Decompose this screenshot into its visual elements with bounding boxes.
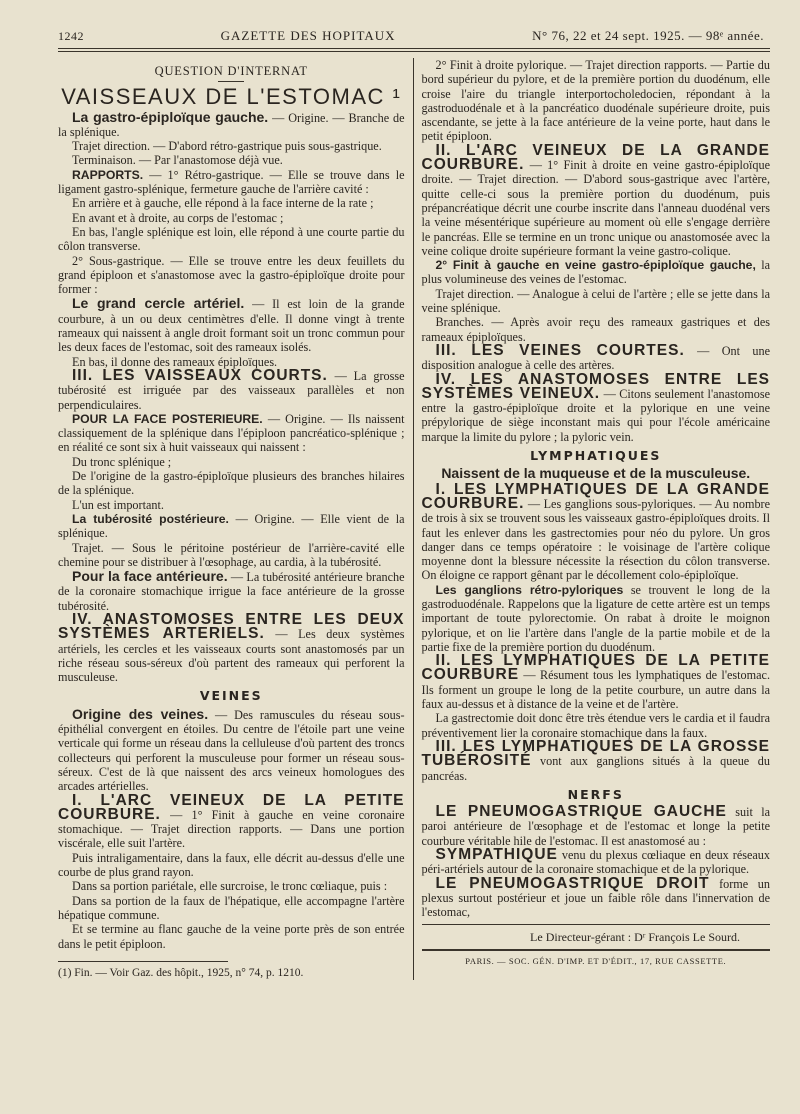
paragraph: La tubérosité postérieure. — Origine. — Elle vient de la splénique. (58, 511, 405, 541)
paragraph: LE PNEUMOGASTRIQUE GAUCHE suit la paroi antérieure de l'œsophage et de l'estomac et longe la petite courbure véritable hile de l'estomac. Il est anastomosé au : (421, 803, 770, 848)
paragraph: I. LES LYMPHATIQUES DE LA GRANDE COURBURE. — Les ganglions sous-pyloriques. — Au nombre de trois à six se trouvent sous les vaisseaux gastro-épiploïques droits. Il faut les enlever dans les gastrectomies pour néo du pylore. Un gros danger dans ce temps opératoire : le voisinage de l'artère colique moyenne dont la blessure nécessite la résection du côlon transverse. On éloigne ce rapport gênant par le décollement colo-épiploïque. (421, 480, 770, 583)
paragraph: RAPPORTS. — 1° Rétro-gastrique. — Elle se trouve dans le ligament gastro-splénique, fermeture gauche de l'arrière cavité : (58, 167, 405, 197)
footnote: (1) Fin. — Voir Gaz. des hôpit., 1925, n° 74, p. 1210. (58, 961, 228, 980)
paragraph: I. L'ARC VEINEUX DE LA PETITE COURBURE. — 1° Finit à gauche en veine coronaire stomachique. — Trajet direction rapports. — Dans une portion viscérale, elle suit l'artère. (58, 791, 405, 851)
kicker-rule (218, 81, 244, 82)
kicker: QUESTION D'INTERNAT (154, 64, 308, 78)
paragraph: SYMPATHIQUE venu du plexus cœliaque en deux réseaux péri-artériels autour de la coronaire stomachique et de la pylorique. (421, 846, 770, 877)
paragraph: II. L'ARC VEINEUX DE LA GRANDE COURBURE. — 1° Finit à droite en veine gastro-épiploïque droite. — Trajet direction. — D'abord sous-gastrique avec l'artère, quitte celle-ci sous la première portion du duodénum, puis prépancréatique décrit une courbe inscrite dans l'anneau duodénal vers la veine mésentérique supérieure au moment où elle s'engage derrière le pancréas. Elle se termine en un tronc unique ou anastomosée avec la veine colique droite supérieure formant la veine gastro-colique. (421, 141, 770, 258)
section-lymphatiques: LYMPHATIQUES (530, 448, 662, 464)
paragraph: Les ganglions rétro-pyloriques se trouvent le long de la gastroduodénale. Rappelons que la ligature de cette artère est un temps important de toute pylorectomie. On rabat à droite le moignon pylorique, et on lie l'artère dans l'angle de la partie mobile et de la partie fixe de la première portion du duodénum. (421, 582, 771, 654)
paragraph: Origine des veines. — Des ramuscules du réseau sous-épithélial convergent en étoiles. Du centre de l'étoile part une veine verticale qui forme un réseau dans la celluleuse d'où partent des troncs collecteurs qui perforent la musculeuse pour former un réseau sous-séreux. C'est de là que naissent des arcs veineux homologues des arcades artérielles. (58, 705, 405, 794)
paragraph: La gastro-épiploïque gauche. — Origine. — Branche de la splénique. (58, 108, 405, 139)
paragraph: Terminaison. — Par l'anastomose déjà vue. (72, 153, 283, 168)
paragraph: De l'origine de la gastro-épiploïque plusieurs des branches hilaires de la splénique. (58, 469, 405, 498)
paragraph: III. LES VEINES COURTES. — Ont une disposition analogue à celle des artères. (421, 341, 770, 373)
paragraph: 2° Finit à gauche en veine gastro-épiploïque gauche, la plus volumineuse des veines de l'estomac. (421, 258, 770, 287)
paragraph: Trajet. — Sous le péritoine postérieur de l'arrière-cavité elle chemine pour se distribuer à l'œsophage, au cardia, à la tubérosité. (58, 540, 405, 569)
paragraph: III. LES LYMPHATIQUES DE LA GROSSE TUBÉROSITÉ vont aux ganglions situés à la queue du pancréas. (421, 737, 770, 783)
right-column (414, 58, 770, 980)
section-nerfs: NERFS (567, 786, 624, 802)
paragraph: Dans sa portion pariétale, elle surcroise, le tronc cœliaque, puis : (72, 879, 388, 894)
paragraph: Et se termine au flanc gauche de la veine porte près de son entrée dans le petit épiploon. (58, 922, 405, 951)
paragraph: En avant et à droite, au corps de l'estomac ; (72, 210, 284, 225)
lymph-subtitle: Naissent de la muqueuse et de la musculeuse. (441, 465, 751, 482)
paragraph: LE PNEUMOGASTRIQUE DROIT forme un plexus surtout postérieur et joue un faible rôle dans l'innervation de l'estomac, (421, 874, 770, 920)
article-title: VAISSEAUX DE L'ESTOMAC ¹ (61, 84, 402, 110)
paragraph: En arrière et à gauche, elle répond à la face interne de la rate ; (72, 196, 374, 211)
paragraph: III. LES VAISSEAUX COURTS. — La grosse tubérosité est irriguée par des vaisseaux parallèles et non perpendiculaires. (58, 366, 405, 412)
paragraph: II. LES LYMPHATIQUES DE LA PETITE COURBURE — Résument tous les lymphatiques de l'estomac. Ils forment un groupe le long de la petite courbure, un autre dans la faux au-dessus et à distance de la veine et de l'artère. (421, 652, 770, 712)
paragraph: Dans sa portion de la faux de l'hépatique, elle accompagne l'artère hépatique commune. (58, 893, 405, 922)
header-rule (58, 48, 770, 52)
paragraph: Du tronc splénique ; (72, 454, 172, 469)
paragraph: En bas, il donne des rameaux épiploïques. (72, 354, 278, 369)
paragraph: Branches. — Après avoir reçu des rameaux gastriques et des rameaux épiploïques. (421, 315, 770, 344)
paragraph: En bas, l'angle splénique est loin, elle répond à une courte partie du côlon transverse. (58, 224, 405, 254)
paragraph: Puis intraligamentaire, dans la faux, elle décrit au-dessus d'elle une courbe de plus grand rayon. (58, 850, 405, 880)
issue-info: N° 76, 22 et 24 sept. 1925. — 98ᵉ année. (532, 28, 764, 43)
paragraph: Pour la face antérieure. — La tubérosité antérieure branche de la coronaire stomachique irrigue la face antérieure de la grosse tubérosité. (58, 568, 405, 613)
page-number: 1242 (58, 29, 84, 43)
paragraph: Trajet direction. — D'abord rétro-gastrique puis sous-gastrique. (72, 139, 382, 154)
paragraph: 2° Sous-gastrique. — Elle se trouve entre les deux feuillets du grand épiploon et s'anastomose avec la gastro-épiploïque droite pour former : (58, 253, 405, 297)
paragraph: POUR LA FACE POSTERIEURE. — Origine. — Ils naissent classiquement de la splénique dans l'épiploon pancréatico-splénique ; en réalité ce sont six à huit vaisseaux qui naissent : (58, 411, 405, 455)
left-column (58, 58, 414, 980)
section-veines: VEINES (199, 688, 263, 704)
columns (58, 58, 770, 980)
paragraph: IV. ANASTOMOSES ENTRE LES DEUX SYSTÈMES ARTERIELS. — Les deux systèmes artériels, les cercles et les vaisseaux courts sont anastomosés par un riche réseau sous-séreux d'où partent des rameaux qui perforent la musculeuse. (58, 610, 405, 685)
paragraph: L'un est important. (72, 497, 164, 512)
signature: Le Directeur-gérant : Dʳ François Le Sourd. (422, 924, 770, 944)
imprint: PARIS. — SOC. GÉN. D'IMP. ET D'ÉDIT., 17, RUE CASSETTE. (422, 949, 770, 968)
paragraph: La gastrectomie doit donc être très étendue vers le cardia et il faudra préventivement lier la coronaire stomachique dans la faux. (421, 711, 770, 740)
page-header (58, 28, 770, 44)
paragraph: 2° Finit à droite pylorique. — Trajet direction rapports. — Partie du bord supérieur du pylore, et de la première portion du duodénum, elle croise l'aire du triangle interportocholedocien, répondant à la gastroduodénale et à la pancréatico duodénale supérieure droite, puis ascendante, se jette à la face antérieure de la veine porte, haut dans le petit épiploon. (421, 58, 770, 144)
paragraph: IV. LES ANASTOMOSES ENTRE LES SYSTÈMES VEINEUX. — Citons seulement l'anastomose entre la gastro-épiploïque droite et la pylorique en une veine prépylorique de siège inconstant mais qui pour l'école américaine marque la limite du pylore ; la pyloric vein. (421, 370, 770, 444)
journal-title: GAZETTE DES HOPITAUX (220, 28, 396, 43)
paragraph: Le grand cercle artériel. — Il est loin de la grande courbure, à un ou deux centimètres d'elle. Il donne vingt à trente rameaux qui naissent à angle droit formant soit un tronc commun pour les deux faces de l'estomac, soit des rameaux isolés. (58, 295, 405, 355)
paragraph: Trajet direction. — Analogue à celui de l'artère ; elle se jette dans la veine splénique. (421, 286, 770, 316)
